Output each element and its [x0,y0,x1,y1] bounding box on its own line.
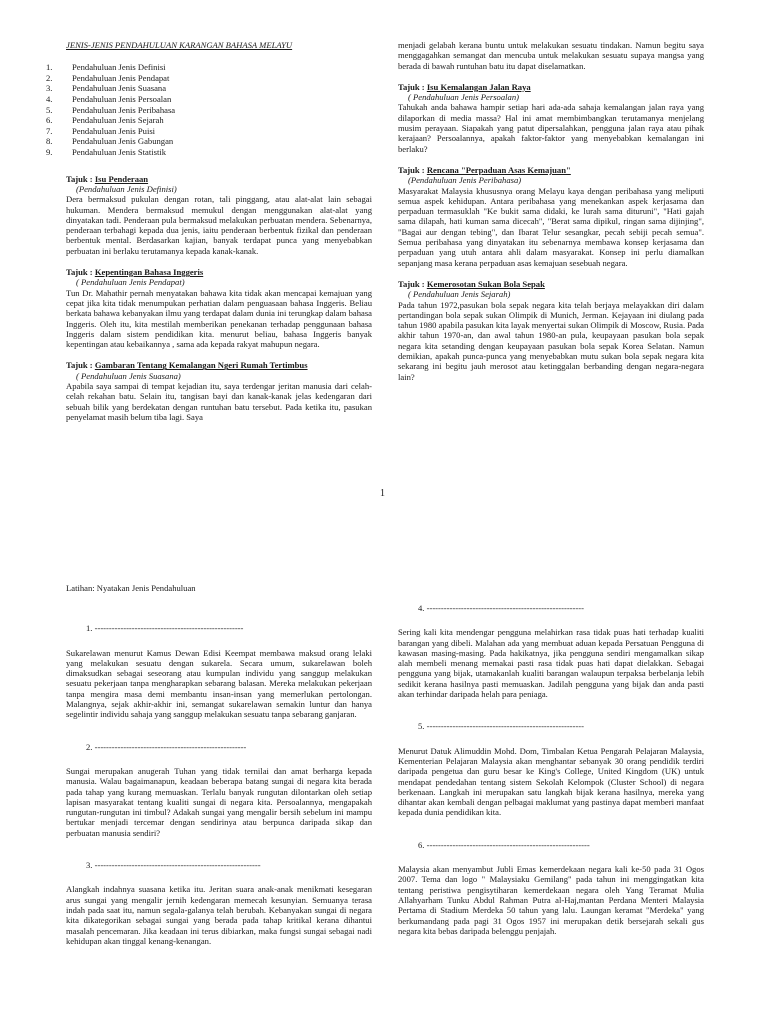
section-title: Tajuk : Rencana "Perpaduan Asas Kemajuan" [398,164,571,175]
exercise-text: Alangkah indahnya suasana ketika itu. Jeritan suara anak-anak menikmati kesegaran arus sungai yang mengalir jernih kedengaran memecah kesunyian. Semuanya terasa indah pada saat itu, namun segala-galanya telah berubah. Kebanyakan sungai di negara kita dikategorikan sebagai sungai yang berada pada tahap kritikal kerana dihantui masalah pencemaran. Jika keadaan ini terus dibiarkan, maka fungsi sungai sebagai nadi kehidupan akan tinggal kenang-kenangan. [66,884,372,946]
bottom-left-column [66,583,372,968]
answer-blank: 1. ---------------------------------------------------- [86,623,244,634]
section-subtitle: (Pendahuluan Jenis Definisi) [76,183,177,194]
section-bahasa-inggeris [66,267,372,349]
exercise-text: Sering kali kita mendengar pengguna melahirkan rasa tidak puas hati terhadap kualiti barangan yang dibeli. Malahan ada yang membuat aduan kepada Persatuan Pengguna di kawasan masing-masing. Pada hakikatnya, jika pengguna sendiri mengamalkan sikap alah membeli menang memakai pasti rasa tidak puas hati dapat dielakkan. Sebagai pengguna yang bijak, utamakanlah kualiti barangan walaupun terpaksa berbelanja lebih sedikit kerana hasilnya pasti memuaskan. Jadilah pengguna yang bijak dan anda pasti akan terhindar daripada helah para peniaga. [398,627,704,700]
answer-blank: 4. ------------------------------------------------------- [418,603,584,613]
exercise-heading: Latihan: Nyatakan Jenis Pendahuluan [66,583,196,593]
section-rumah-tertimbus [66,360,372,422]
top-left-column [46,40,372,433]
exercise-item [66,742,372,838]
section-subtitle: (Pendahuluan Jenis Peribahasa) [408,175,522,186]
page-number: 1 [380,488,385,499]
top-right-column [398,40,704,393]
section-title: Tajuk : Kepentingan Bahasa Inggeris [66,267,204,278]
list-item: 1. Pendahuluan Jenis Definisi [46,62,166,73]
section-title: Tajuk : Isu Penderaan [66,173,149,184]
section-title: Tajuk : Kemerosotan Sukan Bola Sepak [398,278,545,289]
section-subtitle: ( Pendahuluan Jenis Pendapat) [76,277,185,288]
list-item: 3. Pendahuluan Jenis Suasana [46,83,167,94]
exercise-item [66,860,372,946]
list-item: 4. Pendahuluan Jenis Persoalan [46,94,172,105]
exercise-text: Malaysia akan menyambut Jubli Emas kemerdekaan negara kali ke-50 pada 31 Ogos 2007. Tema dan logo " Malaysiaku Gemilang" pada tahun ini menggingatkan kita tentang peristiwa pengisytiharan kemerdekaan negara oleh Yang Teramat Mulia Allahyarham Tunku Abdul Rahman Putra al-Haj,mantan Perdana Menteri Malaysia Pertama di Stadium Merdeka 50 tahun yang lalu. Laungan keramat "Merdeka" yang berkumandang pada pagi 31 Ogos 1957 ini merupakan detik bersejarah sekali gus negara kita bebas daripada belenggu penjajah. [398,864,704,936]
exercise-text: Sukarelawan menurut Kamus Dewan Edisi Keempat membawa maksud orang lelaki yang melakukan sesuatu dengan sukarela. Secara umum, sukarelawan boleh dimaksudkan sebagai seseorang atau kumpulan individu yang sanggup melakukan sesuatu pekerjaan tanpa mengharapkan sebarang balasan. Mereka melakukan pekerjaan tanpa mengira masa demi membantu insan-insan yang memerlukan pertolongan. Malangnya, sejak akhir-akhir ini, semangat sukarelawan semakin luntur dan hanya segelintir individu sahaja yang sanggup melakukan sesuatu tanpa sebarang ganjaran. [66,647,372,720]
section-subtitle: ( Pendahuluan Jenis Persoalan) [408,92,519,103]
section-jalan-raya [398,82,704,154]
list-item: 6. Pendahuluan Jenis Sejarah [46,115,164,126]
answer-blank: 3. ---------------------------------------------------------- [86,860,261,871]
answer-blank: 6. --------------------------------------------------------- [418,839,590,850]
exercise-item [398,840,704,936]
exercise-item [398,721,704,817]
section-penderaan [66,174,372,256]
section-title: Tajuk : Gambaran Tentang Kemalangan Ngeri Rumah Tertimbus [66,360,308,371]
list-item: 2. Pendahuluan Jenis Pendapat [46,72,170,83]
exercise-text: Menurut Datuk Alimuddin Mohd. Dom, Timbalan Ketua Pengarah Pelajaran Malaysia, Kementerian Pelajaran Malaysia akan menghantar sebanyak 30 orang pendidik terdiri daripada pengetua dan guru besar ke King's College, United Kingdom (UK) untuk mendapat pendedahan tentang sistem Sekolah Kelompok (Cluster School) di negara berkenaan. Langkah ini merupakan satu langkah bijak kerana hasilnya, mereka yang dihantar akan kembali dengan pelbagai maklumat yang pastinya dapat memberi manfaat kepada dunia pendidikan kita. [398,745,704,818]
document-title: JENIS-JENIS PENDAHULUAN KARANGAN BAHASA MELAYU [66,40,293,50]
section-subtitle: ( Pendahuluan Jenis Suasana) [76,370,181,381]
section-body: Masyarakat Malaysia khususnya orang Melayu kaya dengan peribahasa yang meliputi semua aspek kehidupan. Antara peribahasa yang menekankan aspek kerjasama dan perpaduan termasuklah "Ke bukit sama didaki, ke lurah sama dituruni", "Hati gajah sama dilapah, hati kuman sama dicecah", "Berat sama dipikul, ringan sama dijinjing", "Bagai aur dengan tebing", dan Ibarat Telur sesangkar, pecah sebiji pecah semua". Semua peribahasa yang dinyatakan itu sebenarnya membawa konsep kerjasama dan perpaduan yang utuh antara ahli dalam masyarakat. Konsep ini perlu diamalkan sepanjang masa kerana perpaduan asas kemajuan sesebuah negara. [398,185,704,268]
section-body: Pada tahun 1972,pasukan bola sepak negara kita telah berjaya melayakkan diri dalam pertandingan bola sepak sukan Olimpik di Munich, Jerman. Kejayaan ini diulang pada tahun 1980 apabila pasukan kita layak menyertai sukan Olimpik di Moscow, Rusia. Pada akhir tahun 1970-an, dan awal tahun 1980-an pula, keupayaan pasukan bola sepak negara kita setanding dengan keupayaan pasukan bola sepak Korea Selatan. Namun demikian, apakah punca-punca yang menyebabkan mutu sukan bola sepak negara kita sekarang ini begitu jauh merosot atau ketinggalan berbanding dengan negara-negara lain? [398,299,704,382]
exercise-text: Sungai merupakan anugerah Tuhan yang tidak ternilai dan amat berharga kepada manusia. Walau bagaimanapun, keadaan beberapa batang sungai di negara kita berada pada tahap yang kurang memuaskan. Terlalu banyak rungutan dilontarkan oleh setiap lapisan masyarakat tentang kualiti sungai di negara kita. Persoalannya, mengapakah rungutan-rungutan ini timbul? Adakah sungai yang mengalir bersih sebelum ini mampu bertukar menjadi tercemar dengan sendirinya atau berpunca daripada sikap dan perbuatan manusia sendiri? [66,765,372,838]
section-perpaduan [398,165,704,268]
section-body: Dera bermaksud pukulan dengan rotan, tali pinggang, atau alat-alat lain sebagai hukuman. Mendera bermaksud memukul dengan menggunakan alat-alat yang dinyatakan tadi. Penderaan pula bermaksud melakukan perbuatan mendera. Sebenarnya, penderaan terbahagi kepada dua jenis, iaitu penderaan berbentuk fizikal dan penderaan berbentuk mental. Berdasarkan kajian, banyak terdapat punca yang menyebabkan perbuatan ini berlaku terutamanya kepada kanak-kanak. [66,194,372,256]
continued-paragraph: menjadi gelabah kerana buntu untuk melakukan sesuatu tindakan. Namun begitu saya menggagahkan semangat dan mencuba untuk melakukan sesuatu supaya mangsa yang berada di bawah runtuhan batu itu dapat diselamatkan. [398,40,704,71]
section-body: Tun Dr. Mahathir pernah menyatakan bahawa kita tidak akan mencapai kemajuan yang cepat jika kita tidak menumpukan perhatian dalam penguasaan bahasa Inggeris. Beliau berkata bahawa kebanyakan ilmu yang terdapat dalam dunia ini terungkap dalam bahasa Inggeris. Oleh itu, kita mestilah memberikan penekanan terhadap penggunaan bahasa Inggeris dalam sistem pendidikan kita. menurut beliau, bahasa Inggeris banyak kepentingan atau kebaikannya , sama ada kepada rakyat mahupun negara. [66,287,372,350]
list-item: 5. Pendahuluan Jenis Peribahasa [46,104,176,115]
answer-blank: 2. ----------------------------------------------------- [86,741,247,752]
intro-types-list [46,62,372,157]
section-subtitle: ( Pendahuluan Jenis Sejarah) [408,289,511,300]
bottom-right-column [398,603,704,958]
exercise-item [66,623,372,719]
answer-blank: 5. ------------------------------------------------------- [418,721,584,732]
section-body: Apabila saya sampai di tempat kejadian itu, saya terdengar jeritan manusia dari celah-celah rekahan batu. Selain itu, tangisan bayi dan kanak-kanak jelas kedengaran dari sebuah bilik yang berdekatan dengan runtuhan batu tersebut. Pada ketika itu, pasukan penyelamat masih belum tiba lagi. Saya [66,380,372,422]
exercise-item [398,603,704,699]
section-body: Tahukah anda bahawa hampir setiap hari ada-ada sahaja kemalangan jalan raya yang dilaporkan di media massa? Hal ini amat membimbangkan terutamanya menjelang musim perayaan. Siapakah yang patut dipersalahkan, pengguna jalan raya atau pihak kerajaan? Persoalannya, apakah faktor-faktor yang menyebabkan kemalangan ini berlaku? [398,102,704,154]
list-item: 8. Pendahuluan Jenis Gabungan [46,136,174,147]
section-bola-sepak [398,279,704,382]
section-title: Tajuk : Isu Kemalangan Jalan Raya [398,81,531,92]
list-item: 9. Pendahuluan Jenis Statistik [46,147,167,158]
list-item: 7. Pendahuluan Jenis Puisi [46,125,156,136]
